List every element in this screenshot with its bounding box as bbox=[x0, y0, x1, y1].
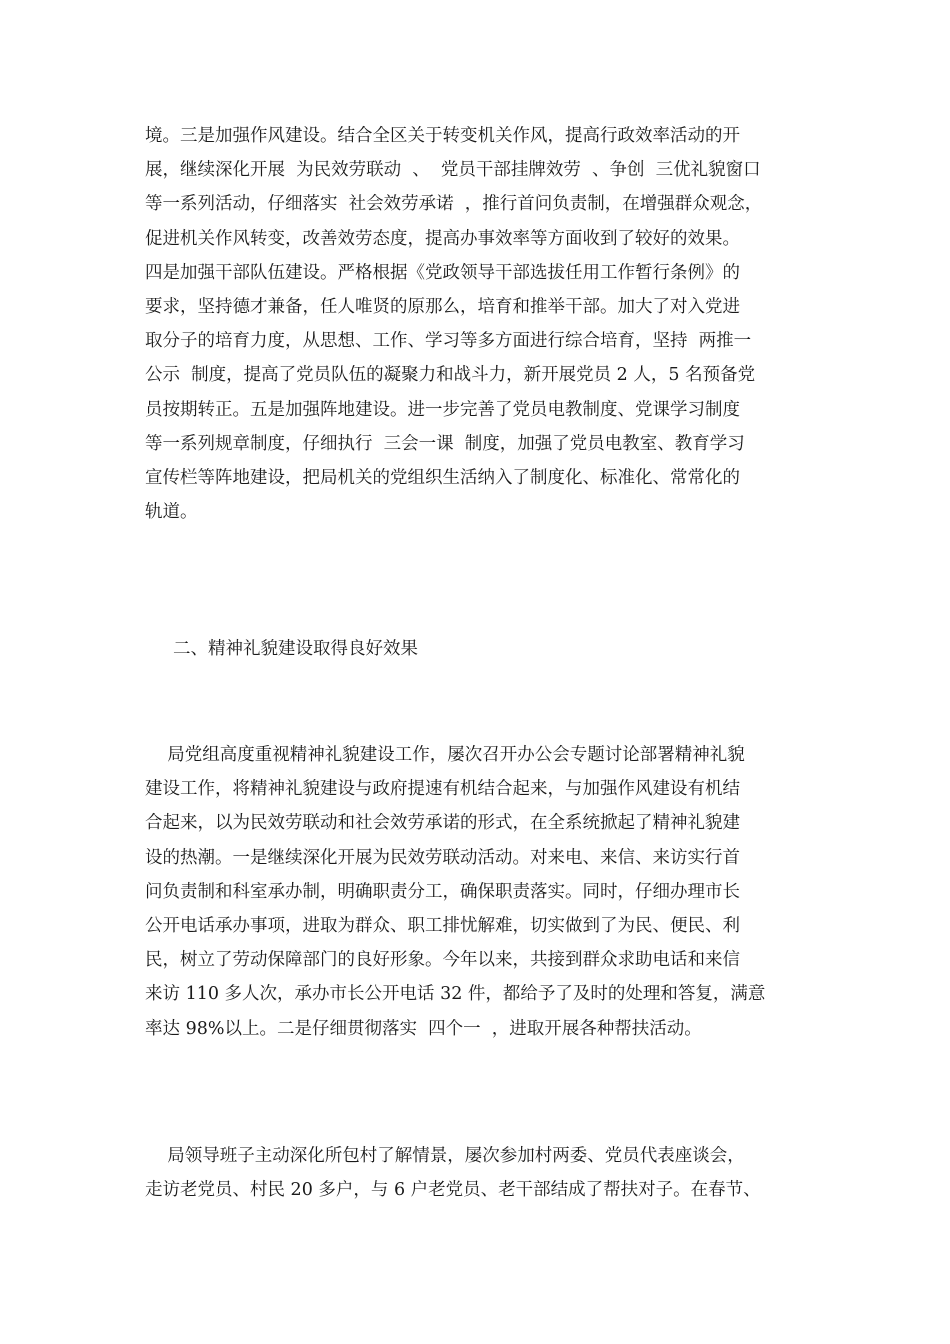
paragraph-line: 局党组高度重视精神礼貌建设工作，屡次召开办公会专题讨论部署精神礼貌 bbox=[145, 745, 745, 765]
paragraph-line: 来访 110 多人次，承办市长公开电话 32 件，都给予了及时的处理和答复，满意 bbox=[145, 984, 766, 1005]
paragraph-line: 设的热潮。一是继续深化开展为民效劳联动活动。对来电、来信、来访实行首 bbox=[145, 847, 740, 868]
paragraph-line: 等一系列规章制度，仔细执行 三会一课 制度，加强了党员电教室、教育学习 bbox=[145, 433, 745, 454]
paragraph-line: 合起来，以为民效劳联动和社会效劳承诺的形式，在全系统掀起了精神礼貌建 bbox=[145, 813, 740, 834]
paragraph-line: 员按期转正。五是加强阵地建设。进一步完善了党员电教制度、党课学习制度 bbox=[145, 399, 740, 420]
paragraph-line: 局领导班子主动深化所包村了解情景，屡次参加村两委、党员代表座谈会， bbox=[145, 1146, 745, 1166]
paragraph-line: 公开电话承办事项，进取为群众、职工排忧解难，切实做到了为民、便民、利 bbox=[145, 916, 740, 937]
paragraph-line: 问负责制和科室承办制，明确职责分工，确保职责落实。同时，仔细办理市长 bbox=[145, 881, 740, 902]
paragraph-line: 取分子的培育力度，从思想、工作、学习等多方面进行综合培育，坚持 两推一 bbox=[145, 331, 752, 352]
body-paragraph-3 bbox=[145, 1139, 815, 1207]
paragraph-line: 等一系列活动，仔细落实 社会效劳承诺 ，推行首问负责制，在增强群众观念， bbox=[145, 194, 763, 215]
paragraph-line: 轨道。 bbox=[145, 502, 198, 523]
paragraph-line: 境。三是加强作风建设。结合全区关于转变机关作风，提高行政效率活动的开 bbox=[145, 126, 740, 146]
paragraph-line: 展，继续深化开展 为民效劳联动 、 党员干部挂牌效劳 、争创 三优礼貌窗口 bbox=[145, 160, 761, 181]
paragraph-line: 民，树立了劳动保障部门的良好形象。今年以来，共接到群众求助电话和来信 bbox=[145, 950, 740, 971]
paragraph-line: 公示 制度，提高了党员队伍的凝聚力和战斗力，新开展党员 2 人，5 名预备党 bbox=[145, 365, 756, 386]
paragraph-line: 要求，坚持德才兼备，任人唯贤的原那么，培育和推举干部。加大了对入党进 bbox=[145, 297, 740, 318]
paragraph-line: 率达 98%以上。二是仔细贯彻落实 四个一 ，进取开展各种帮扶活动。 bbox=[145, 1018, 702, 1039]
section-heading: 二、精神礼貌建设取得良好效果 bbox=[173, 639, 418, 659]
paragraph-line: 建设工作，将精神礼貌建设与政府提速有机结合起来，与加强作风建设有机结 bbox=[145, 779, 740, 800]
paragraph-line: 四是加强干部队伍建设。严格根据《党政领导干部选拔任用工作暂行条例》的 bbox=[145, 262, 740, 283]
body-paragraph-2 bbox=[145, 738, 815, 1046]
paragraph-line: 促进机关作风转变，改善效劳态度，提高办事效率等方面收到了较好的效果。 bbox=[145, 228, 740, 249]
paragraph-line: 宣传栏等阵地建设，把局机关的党组织生活纳入了制度化、标准化、常常化的 bbox=[145, 468, 740, 489]
body-paragraph-1 bbox=[145, 119, 815, 529]
paragraph-line: 走访老党员、村民 20 多户，与 6 户老党员、老干部结成了帮扶对子。在春节、 bbox=[145, 1180, 761, 1201]
